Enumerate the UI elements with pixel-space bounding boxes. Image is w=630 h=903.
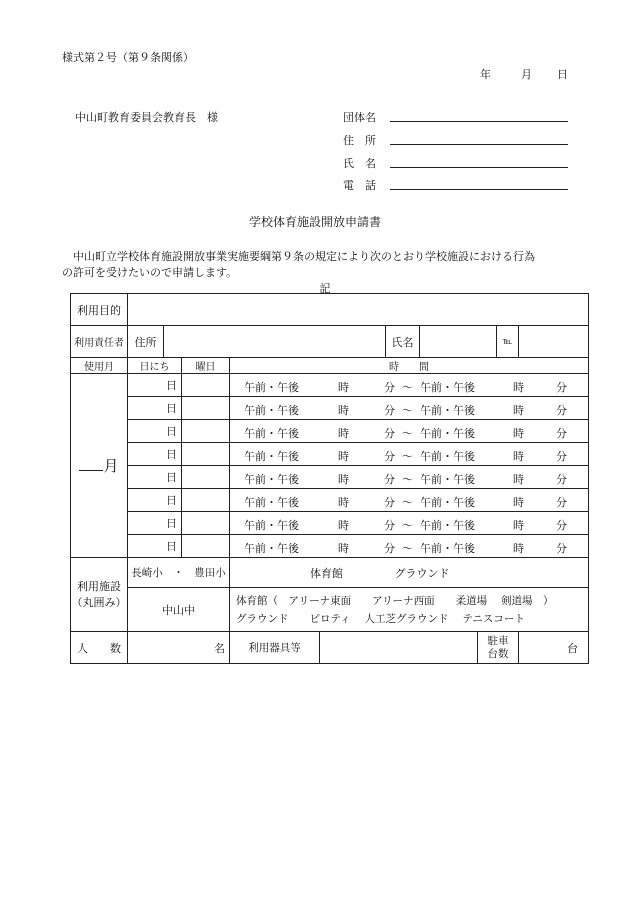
tilde: 〜 (402, 542, 413, 555)
schedule-row (71, 443, 589, 466)
start-ampm: 午前・午後 (244, 381, 299, 394)
date-month-label: 月 (521, 68, 532, 81)
end-hour-label: 時 (513, 450, 524, 463)
start-minute-label: 分 (384, 519, 395, 532)
people-label: 人 数 (71, 632, 128, 664)
schedule-row (71, 374, 589, 397)
weekday-cell[interactable] (182, 512, 230, 535)
equipment-label: 利用器具等 (230, 632, 320, 664)
tilde: 〜 (402, 404, 413, 417)
addressee: 中山町教育委員会教育長 様 (75, 111, 218, 124)
time-cell[interactable] (230, 512, 589, 535)
month-cell[interactable] (71, 374, 128, 558)
date-day-label: 日 (557, 68, 568, 81)
start-ampm: 午前・午後 (244, 519, 299, 532)
time-cell[interactable] (230, 466, 589, 489)
day-suffix: 日 (166, 448, 177, 461)
school2-line-2: グラウンド ピロティ 人工芝グラウンド テニスコート (236, 612, 525, 625)
col-weekday-header: 曜日 (182, 358, 230, 374)
school2-label: 中山中 (128, 588, 230, 632)
name-label: 氏 名 (343, 157, 376, 170)
facility-label-cell (71, 558, 128, 632)
facility-label: 利用施設 (77, 579, 121, 593)
day-cell[interactable] (128, 420, 182, 443)
start-minute-label: 分 (384, 427, 395, 440)
schedule-row (71, 397, 589, 420)
weekday-cell[interactable] (182, 466, 230, 489)
col-time-header: 時 間 (230, 358, 589, 374)
day-suffix: 日 (166, 540, 177, 553)
phone-label: 電 話 (343, 179, 376, 192)
day-cell[interactable] (128, 443, 182, 466)
facility-row-2 (71, 588, 589, 632)
time-cell[interactable] (230, 443, 589, 466)
responsible-tel-field[interactable] (519, 326, 589, 358)
end-ampm: 午前・午後 (420, 496, 475, 509)
parking-label-1: 駐車 (487, 634, 509, 647)
parking-label-2: 台数 (487, 647, 509, 660)
end-ampm: 午前・午後 (420, 427, 475, 440)
purpose-label: 利用目的 (71, 294, 128, 326)
end-hour-label: 時 (513, 473, 524, 486)
end-ampm: 午前・午後 (420, 381, 475, 394)
responsible-name-label: 氏名 (386, 326, 420, 358)
schedule-row (71, 466, 589, 489)
day-suffix: 日 (166, 379, 177, 392)
school2-line-1: 体育館（ アリーナ東面 アリーナ西面 柔道場 剣道場 ） (236, 594, 554, 607)
col-day-header: 日にち (128, 358, 182, 374)
end-hour-label: 時 (513, 542, 524, 555)
name-field[interactable] (390, 167, 568, 168)
day-cell[interactable] (128, 512, 182, 535)
weekday-cell[interactable] (182, 374, 230, 397)
end-minute-label: 分 (556, 404, 567, 417)
tilde: 〜 (402, 496, 413, 509)
form-number: 様式第２号（第９条関係） (62, 51, 194, 64)
weekday-cell[interactable] (182, 443, 230, 466)
start-ampm: 午前・午後 (244, 450, 299, 463)
end-ampm: 午前・午後 (420, 450, 475, 463)
schedule-row (71, 420, 589, 443)
start-minute-label: 分 (384, 496, 395, 509)
tilde: 〜 (402, 450, 413, 463)
schedule-header-row (71, 358, 589, 374)
end-hour-label: 時 (513, 404, 524, 417)
phone-field[interactable] (390, 189, 568, 190)
day-cell[interactable] (128, 374, 182, 397)
responsible-tel-label: ℡ (497, 326, 519, 358)
end-minute-label: 分 (556, 473, 567, 486)
end-hour-label: 時 (513, 519, 524, 532)
end-ampm: 午前・午後 (420, 519, 475, 532)
people-unit: 名 (214, 641, 225, 655)
end-hour-label: 時 (513, 427, 524, 440)
start-minute-label: 分 (384, 450, 395, 463)
group-name-label: 団体名 (343, 111, 376, 124)
start-ampm: 午前・午後 (244, 542, 299, 555)
start-minute-label: 分 (384, 542, 395, 555)
address-label: 住 所 (343, 134, 376, 147)
end-hour-label: 時 (513, 496, 524, 509)
facility-row-1 (71, 558, 589, 588)
tilde: 〜 (402, 427, 413, 440)
day-suffix: 日 (166, 517, 177, 530)
weekday-cell[interactable] (182, 420, 230, 443)
end-minute-label: 分 (556, 427, 567, 440)
start-hour-label: 時 (338, 496, 349, 509)
weekday-cell[interactable] (182, 535, 230, 558)
day-cell[interactable] (128, 535, 182, 558)
start-minute-label: 分 (384, 381, 395, 394)
end-minute-label: 分 (556, 450, 567, 463)
weekday-cell[interactable] (182, 397, 230, 420)
responsible-address-field[interactable] (164, 326, 386, 358)
purpose-field[interactable] (128, 294, 589, 326)
school1-facilities (230, 558, 589, 588)
responsible-row (71, 326, 589, 358)
time-cell[interactable] (230, 535, 589, 558)
start-hour-label: 時 (338, 381, 349, 394)
time-cell[interactable] (230, 420, 589, 443)
responsible-address-label: 住所 (128, 326, 164, 358)
end-minute-label: 分 (556, 542, 567, 555)
time-cell[interactable] (230, 374, 589, 397)
day-cell[interactable] (128, 397, 182, 420)
school1-ground-option[interactable]: グラウンド (394, 566, 450, 580)
tilde: 〜 (402, 381, 413, 394)
schedule-row (71, 489, 589, 512)
responsible-label: 利用責任者 (71, 326, 128, 358)
application-table (70, 293, 589, 664)
end-ampm: 午前・午後 (420, 473, 475, 486)
people-row (71, 632, 589, 664)
day-suffix: 日 (166, 402, 177, 415)
school2-facilities[interactable] (230, 588, 589, 632)
start-ampm: 午前・午後 (244, 496, 299, 509)
school1-label: 長崎小 ・ 豊田小 (128, 558, 230, 588)
ki-heading: 記 (319, 282, 331, 295)
intro-line-1: 中山町立学校体育施設開放事業実施要綱第９条の規定により次のとおり学校施設における行為 (73, 250, 535, 263)
start-hour-label: 時 (338, 427, 349, 440)
intro-line-2: の許可を受けたいので申請します。 (62, 266, 238, 279)
month-label: 月 (103, 457, 119, 475)
start-hour-label: 時 (338, 542, 349, 555)
time-cell[interactable] (230, 489, 589, 512)
start-hour-label: 時 (338, 450, 349, 463)
date-year-label: 年 (480, 68, 491, 81)
schedule-row (71, 535, 589, 558)
parking-label-cell (478, 632, 519, 664)
start-hour-label: 時 (338, 404, 349, 417)
parking-field[interactable] (519, 632, 589, 664)
schedule-row (71, 512, 589, 535)
start-minute-label: 分 (384, 473, 395, 486)
weekday-cell[interactable] (182, 489, 230, 512)
document-title: 学校体育施設開放申請書 (248, 215, 381, 229)
start-minute-label: 分 (384, 404, 395, 417)
day-suffix: 日 (166, 494, 177, 507)
end-minute-label: 分 (556, 496, 567, 509)
end-ampm: 午前・午後 (420, 542, 475, 555)
address-field[interactable] (390, 144, 568, 145)
start-hour-label: 時 (338, 519, 349, 532)
facility-label-sub: （丸囲み） (71, 595, 127, 609)
equipment-field[interactable] (320, 632, 478, 664)
start-ampm: 午前・午後 (244, 473, 299, 486)
day-suffix: 日 (166, 471, 177, 484)
day-cell[interactable] (128, 489, 182, 512)
start-ampm: 午前・午後 (244, 427, 299, 440)
day-cell[interactable] (128, 466, 182, 489)
responsible-name-field[interactable] (420, 326, 497, 358)
people-field[interactable] (128, 632, 230, 664)
time-cell[interactable] (230, 397, 589, 420)
day-suffix: 日 (166, 425, 177, 438)
start-hour-label: 時 (338, 473, 349, 486)
tilde: 〜 (402, 473, 413, 486)
group-name-field[interactable] (390, 121, 568, 122)
tilde: 〜 (402, 519, 413, 532)
parking-unit: 台 (567, 641, 579, 655)
end-minute-label: 分 (556, 381, 567, 394)
end-hour-label: 時 (513, 381, 524, 394)
end-ampm: 午前・午後 (420, 404, 475, 417)
start-ampm: 午前・午後 (244, 404, 299, 417)
school1-gym-option[interactable]: 体育館 (310, 566, 343, 580)
col-month-header: 使用月 (71, 358, 128, 374)
end-minute-label: 分 (556, 519, 567, 532)
purpose-row (71, 294, 589, 326)
